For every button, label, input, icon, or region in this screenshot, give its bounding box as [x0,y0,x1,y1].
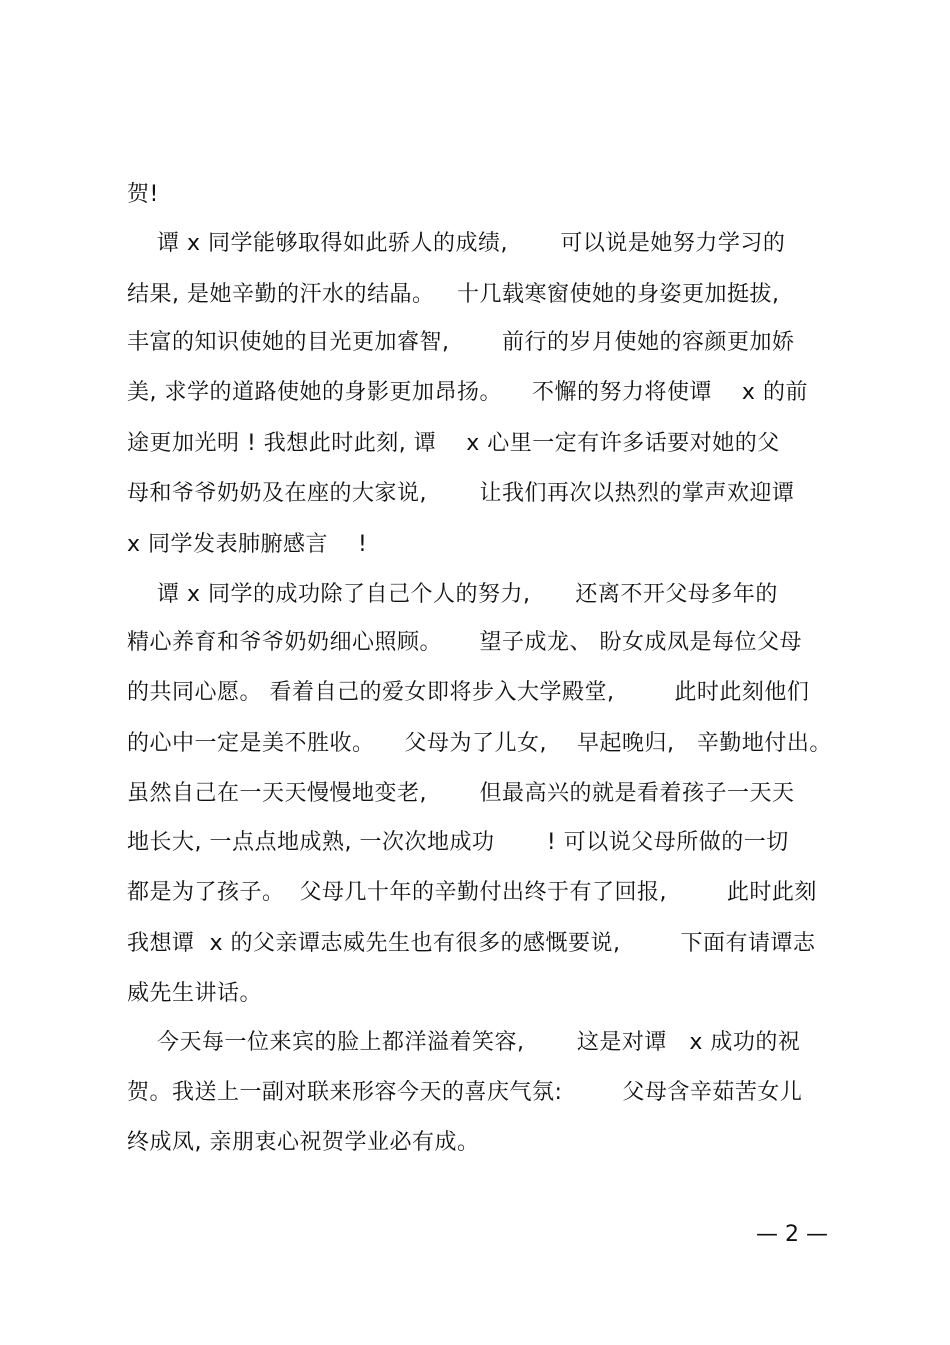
text-line: 精心养育和爷爷奶奶细心照顾。 望子成龙、 盼女成凤是每位父母 [127,630,802,655]
text-line: 贺。我送上一副对联来形容今天的喜庆气氛: 父母含辛茹苦女儿 [127,1080,803,1105]
text-line: 途更加光明 ! 我想此时此刻, 谭 x 心里一定有许多话要对她的父 [127,431,780,456]
text-line: 虽然自己在一天天慢慢地变老, 但最高兴的就是看着孩子一天天 [127,781,795,806]
text-line: 贺! [127,182,159,207]
text-line: 都是为了孩子。 父母几十年的辛勤付出终于有了回报, 此时此刻 [127,880,817,905]
text-line: 谭 x 同学的成功除了自己个人的努力, 还离不开父母多年的 [127,582,778,607]
text-line: 的共同心愿。 看着自己的爱女即将步入大学殿堂, 此时此刻他们 [127,680,810,705]
text-line: 我想谭 x 的父亲谭志威先生也有很多的感慨要说, 下面有请谭志 [127,931,816,956]
text-line: 美, 求学的道路使她的身影更加昂扬。 不懈的努力将使谭 x 的前 [127,380,808,405]
text-line: 的心中一定是美不胜收。 父母为了儿女, 早起晚归, 辛勤地付出。 [127,731,832,756]
text-line: 终成凤, 亲朋衷心祝贺学业必有成。 [127,1130,480,1155]
text-line: 丰富的知识使她的目光更加睿智, 前行的岁月使她的容颜更加娇 [127,330,795,355]
text-line: 今天每一位来宾的脸上都洋溢着笑容, 这是对谭 x 成功的祝 [127,1030,801,1055]
text-line: 地长大, 一点点地成熟, 一次次地成功 ! 可以说父母所做的一切 [127,830,789,855]
text-line: 威先生讲话。 [127,981,263,1006]
text-line: x 同学发表肺腑感言 ! [127,532,368,557]
text-line: 谭 x 同学能够取得如此骄人的成绩, 可以说是她努力学习的 [127,231,786,256]
page-number: — 2 — [756,1222,828,1247]
text-line: 母和爷爷奶奶及在座的大家说, 让我们再次以热烈的掌声欢迎谭 [127,481,795,506]
text-line: 结果, 是她辛勤的汗水的结晶。 十几载寒窗使她的身姿更加挺拔, [127,282,780,307]
